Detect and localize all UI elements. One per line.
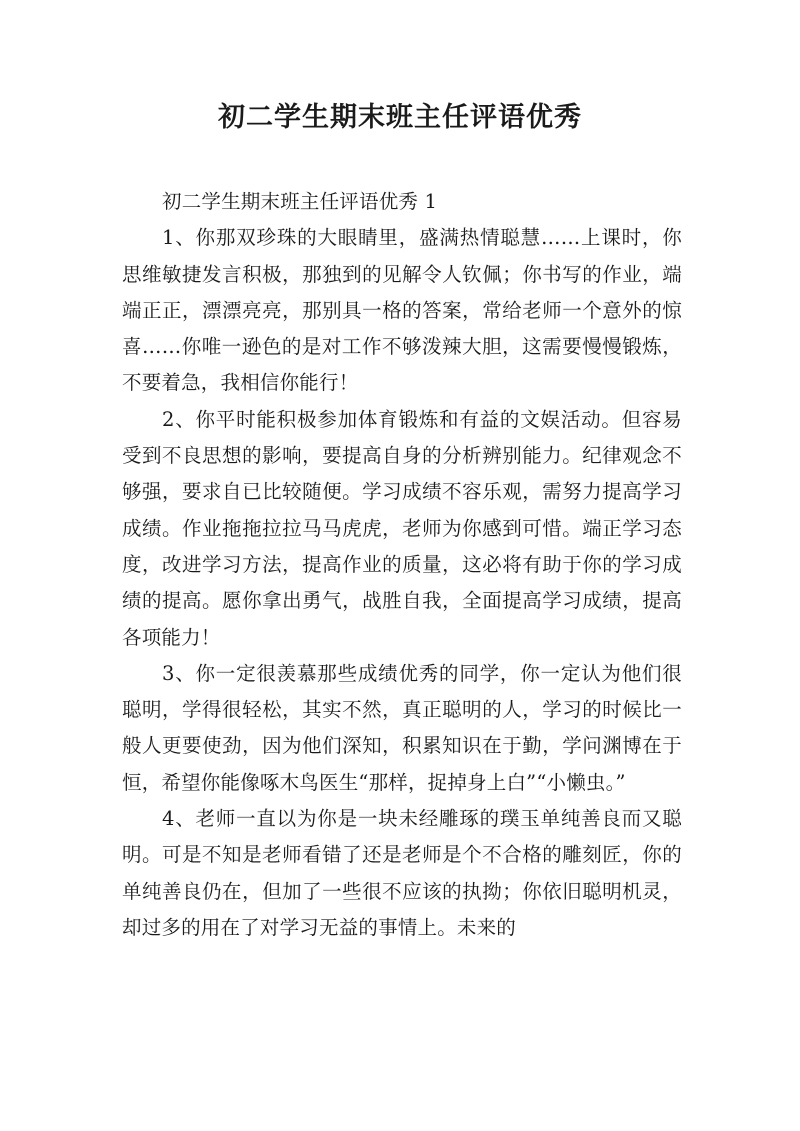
document-title: 初二学生期末班主任评语优秀 xyxy=(218,102,582,133)
comment-paragraph-2: 2、你平时能积极参加体育锻炼和有益的文娱活动。但容易受到不良思想的影响，要提高自身的分析辨别能力。纪律观念不够强，要求自已比较随便。学习成绩不容乐观，需努力提高学习成绩。作业拖拖拉拉马马虎虎，老师为你感到可惜。端正学习态度，改进学习方法，提高作业的质量，这必将有助于你的学习成绩的提高。愿你拿出勇气，战胜自我，全面提高学习成绩，提高各项能力！ xyxy=(122,407,682,649)
comment-paragraph-1: 1、你那双珍珠的大眼睛里，盛满热情聪慧……上课时，你思维敏捷发言积极，那独到的见解令人钦佩；你书写的作业，端端正正，漂漂亮亮，那别具一格的答案，常给老师一个意外的惊喜……你唯一逊色的是对工作不够泼辣大胆，这需要慢慢锻炼，不要着急，我相信你能行！ xyxy=(122,226,682,395)
comment-paragraph-4: 4、老师一直以为你是一块未经雕琢的璞玉单纯善良而又聪明。可是不知是老师看错了还是老师是个不合格的雕刻匠，你的单纯善良仍在，但加了一些很不应该的执拗；你依旧聪明机灵，却过多的用在了对学习无益的事情上。未来的 xyxy=(122,807,682,939)
section-subheading: 初二学生期末班主任评语优秀 1 xyxy=(162,190,438,213)
comment-paragraph-3: 3、你一定很羡慕那些成绩优秀的同学，你一定认为他们很聪明，学得很轻松，其实不然，真正聪明的人，学习的时候比一般人更要使劲，因为他们深知，积累知识在于勤，学问渊博在于恒，希望你能像啄木鸟医生“那样，捉掉身上白”“小懒虫。” xyxy=(122,661,682,794)
document-body xyxy=(122,184,682,946)
